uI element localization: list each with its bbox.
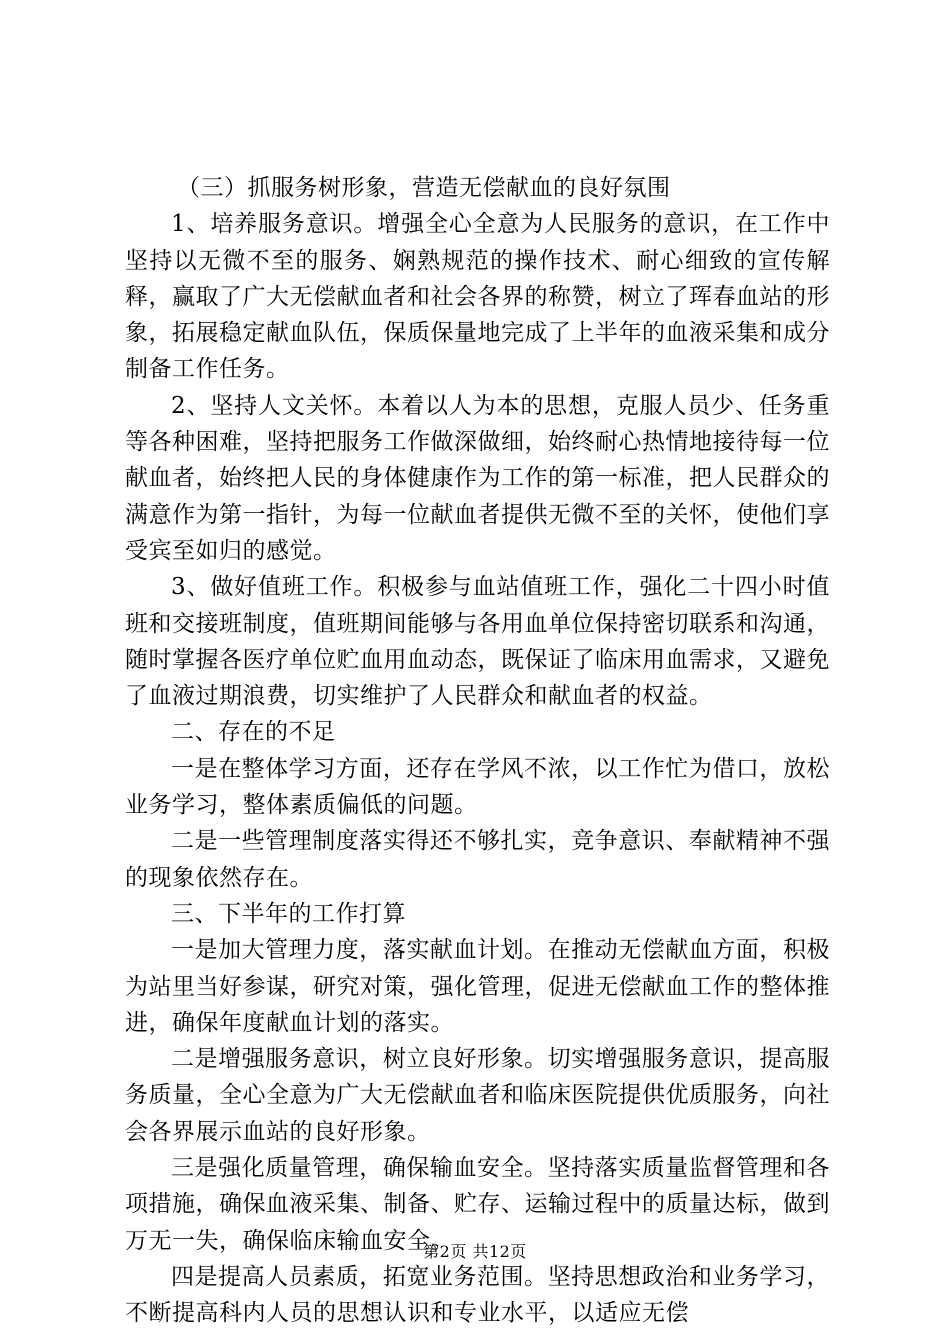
section-heading-service: （三）抓服务树形象，营造无偿献血的良好氛围 bbox=[177, 175, 671, 201]
paragraph-plan-2: 二是增强服务意识，树立良好形象。切实增强服务意识，提高服务质量，全心全意为广大无偿献血者和临床医院提供优质服务，向社会各界展示血站的良好形象。 bbox=[125, 1046, 830, 1145]
paragraph-plan-4: 四是提高人员素质，拓宽业务范围。坚持思想政治和业务学习，不断提高科内人员的思想认识和专业水平，以适应无偿 bbox=[125, 1263, 830, 1327]
paragraph-plan-3: 三是强化质量管理，确保输血安全。坚持落实质量监督管理和各项措施，确保血液采集、制备、贮存、运输过程中的质量达标，做到万无一失，确保临床输血安全。 bbox=[125, 1155, 830, 1254]
paragraph-plan-1: 一是加大管理力度，落实献血计划。在推动无偿献血方面，积极为站里当好参谋，研究对策，强化管理，促进无偿献血工作的整体推进，确保年度献血计划的落实。 bbox=[125, 937, 830, 1036]
paragraph-shortcoming-1: 一是在整体学习方面，还存在学风不浓，以工作忙为借口，放松业务学习，整体素质偏低的问题。 bbox=[125, 755, 830, 819]
document-body bbox=[125, 170, 830, 1332]
paragraph-duty-work: 3、做好值班工作。积极参与血站值班工作，强化二十四小时值班和交接班制度，值班期间能够与各用血单位保持密切联系和沟通，随时掌握各医疗单位贮血用血动态，既保证了临床用血需求，又避免了血液过期浪费，切实维护了人民群众和献血者的权益。 bbox=[125, 574, 830, 710]
paragraph-humanistic-care: 2、坚持人文关怀。本着以人为本的思想，克服人员少、任务重等各种困难，坚持把服务工作做深做细，始终耐心热情地接待每一位献血者，始终把人民的身体健康作为工作的第一标准，把人民群众的满意作为第一指针，为每一位献血者提供无微不至的关怀，使他们享受宾至如归的感觉。 bbox=[125, 392, 830, 564]
section-heading-plans: 三、下半年的工作打算 bbox=[171, 900, 406, 927]
paragraph-service-awareness: 1、培养服务意识。增强全心全意为人民服务的意识，在工作中坚持以无微不至的服务、娴熟规范的操作技术、耐心细致的宣传解释，赢取了广大无偿献血者和社会各界的称赞，树立了珲春血站的形象，拓展稳定献血队伍，保质保量地完成了上半年的血液采集和成分制备工作任务。 bbox=[125, 211, 830, 383]
page-number-footer: 第2页 共12页 bbox=[423, 1242, 527, 1261]
paragraph-shortcoming-2: 二是一些管理制度落实得还不够扎实，竞争意识、奉献精神不强的现象依然存在。 bbox=[125, 828, 830, 891]
section-heading-shortcomings: 二、存在的不足 bbox=[171, 719, 336, 746]
